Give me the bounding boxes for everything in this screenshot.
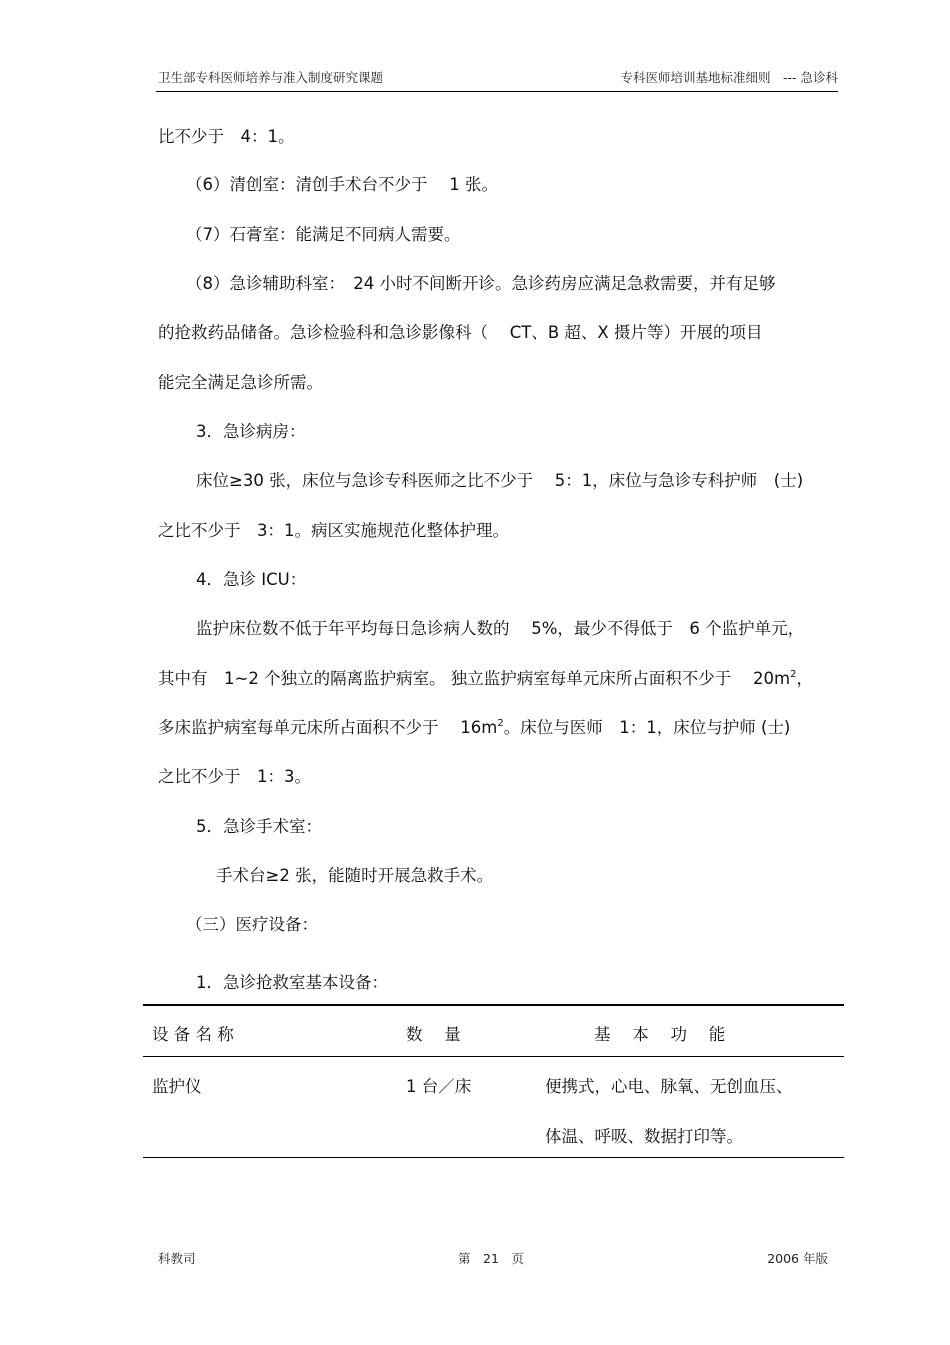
table-header-function: 基 本 功 能 — [594, 1025, 726, 1044]
footer-page-number: 第 21 页 — [458, 1251, 524, 1266]
body-line-14: 之比不少于 1：3。 — [158, 767, 311, 786]
table-cell-function-line1: 便携式，心电、脉氧、无创血压、 — [545, 1077, 793, 1096]
section-heading-icu: 4．急诊 ICU： — [196, 570, 307, 589]
table-header-quantity: 数 量 — [406, 1025, 461, 1044]
body-line-9: 之比不少于 3：1。病区实施规范化整体护理。 — [158, 521, 509, 540]
table-bottom-rule — [143, 1157, 844, 1158]
body-line-16: 手术台≥2 张，能随时开展急救手术。 — [216, 866, 494, 885]
body-line-4: （8）急诊辅助科室： 24 小时不间断开诊。急诊药房应满足急救需要，并有足够 — [186, 274, 776, 293]
body-line-11: 监护床位数不低于年平均每日急诊病人数的 5%，最少不得低于 6 个监护单元， — [196, 619, 805, 638]
footer-left: 科教司 — [158, 1251, 196, 1266]
body-line-3: （7）石膏室：能满足不同病人需要。 — [186, 225, 461, 244]
body-line-13: 多床监护病室每单元床所占面积不少于 $16m^2$。床位与医师 1：1，床位与护师 (士) — [158, 718, 791, 737]
body-line-12: 其中有 1~2 个独立的隔离监护病室。 独立监护病室每单元床所占面积不少于 $20m^2$， — [158, 669, 813, 688]
section-heading-or: 5．急诊手术室： — [196, 817, 322, 836]
table-cell-name: 监护仪 — [152, 1077, 202, 1096]
body-line-8: 床位≥30 张，床位与急诊专科医师之比不少于 5：1，床位与急诊专科护师 (士) — [196, 471, 804, 490]
body-line-1: 比不少于 4：1。 — [158, 127, 295, 146]
table-header-rule — [143, 1056, 844, 1057]
section-heading-ward: 3．急诊病房： — [196, 422, 306, 441]
footer-right: 2006 年版 — [767, 1251, 828, 1266]
section-heading-equipment: （三）医疗设备： — [186, 915, 318, 934]
section-heading-rescue-equipment: 1．急诊抢救室基本设备： — [196, 973, 388, 992]
header-rule — [156, 91, 838, 92]
table-header-name: 设 备 名 称 — [152, 1025, 234, 1044]
table-top-rule — [143, 1004, 844, 1006]
body-line-6: 能完全满足急诊所需。 — [158, 373, 323, 392]
table-cell-function-line2: 体温、呼吸、数据打印等。 — [545, 1127, 743, 1146]
body-line-2: （6）清创室：清创手术台不少于 1 张。 — [186, 175, 498, 194]
body-line-5: 的抢救药品储备。急诊检验科和急诊影像科（ CT、B 超、X 摄片等）开展的项目 — [158, 323, 763, 342]
table-cell-quantity: 1 台／床 — [406, 1077, 472, 1096]
header-left: 卫生部专科医师培养与准入制度研究课题 — [158, 70, 384, 85]
header-right: 专科医师培训基地标准细则 --- 急诊科 — [620, 70, 838, 85]
